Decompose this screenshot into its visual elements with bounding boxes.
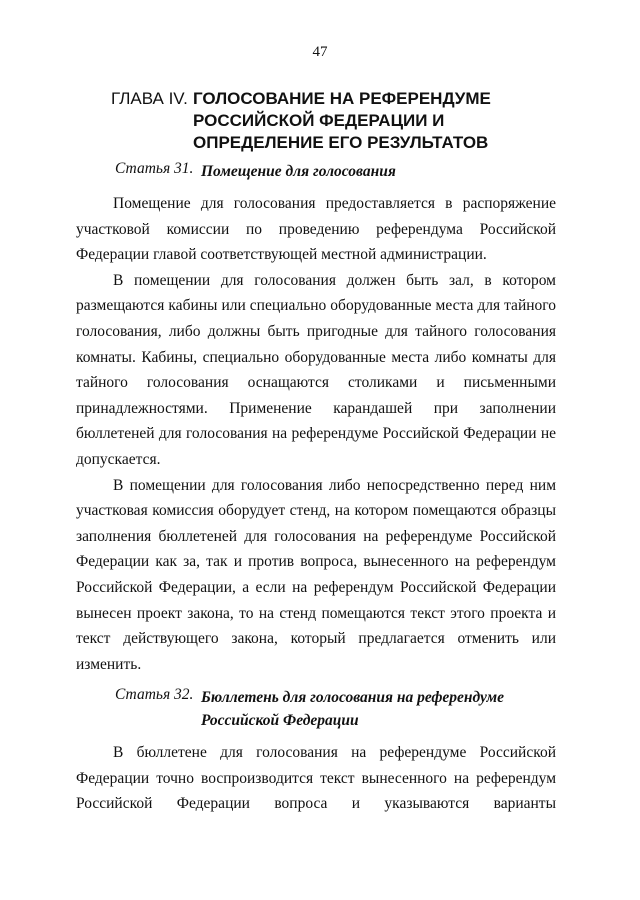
- chapter-heading: [111, 88, 591, 154]
- article-31-paragraph-1: Помещение для голосования предоставляется в распоряжение участковой комиссии по проведению референдума Российской Федерации главой соответствующей местной администрации.: [76, 195, 556, 264]
- chapter-label: ГЛАВА IV.: [111, 89, 188, 108]
- article-31-paragraph-2: В помещении для голосования должен быть зал, в котором размещаются кабины или специально оборудованные места для тайного голосования, либо должны быть пригодные для тайного голосования комнаты. Кабины, специально оборудованные места либо комнаты для тайного голосования оснащаются столиками и письменными принадлежностями. Применение карандашей при заполнении бюллетеней для голосования на референдуме Российской Федерации не допускается.: [76, 271, 556, 468]
- page-number: 47: [312, 44, 328, 60]
- article-31-title: Помещение для голосования: [201, 163, 396, 180]
- article-32-paragraph-1: В бюллетене для голосования на референдуме Российской Федерации точно воспроизводится текст вынесенного на референдум Российской Федерации вопроса и указываются варианты: [76, 744, 556, 813]
- article-32-body: [76, 740, 556, 817]
- article-32-heading: [115, 686, 521, 732]
- article-31-body: [76, 191, 556, 677]
- article-31-heading: [115, 160, 396, 183]
- chapter-title: ГОЛОСОВАНИЕ НА РЕФЕРЕНДУМЕ РОССИЙСКОЙ ФЕДЕРАЦИИ И ОПРЕДЕЛЕНИЕ ЕГО РЕЗУЛЬТАТОВ: [193, 89, 491, 152]
- article-31-paragraph-3: В помещении для голосования либо непосредственно перед ним участковая комиссия оборудует стенд, на котором помещаются образцы заполнения бюллетеней для голосования на референдуме Российской Федерации как за, так и против вопроса, вынесенного на референдум Российской Федерации, а если на референдум Российской Федерации вынесен проект закона, то на стенд помещаются текст этого проекта и текст действующего закона, который предлагается отменить или изменить.: [76, 476, 556, 673]
- article-31-number: Статья 31.: [115, 160, 194, 177]
- article-32-title: Бюллетень для голосования на референдуме Российской Федерации: [201, 689, 505, 729]
- article-32-number: Статья 32.: [115, 686, 194, 703]
